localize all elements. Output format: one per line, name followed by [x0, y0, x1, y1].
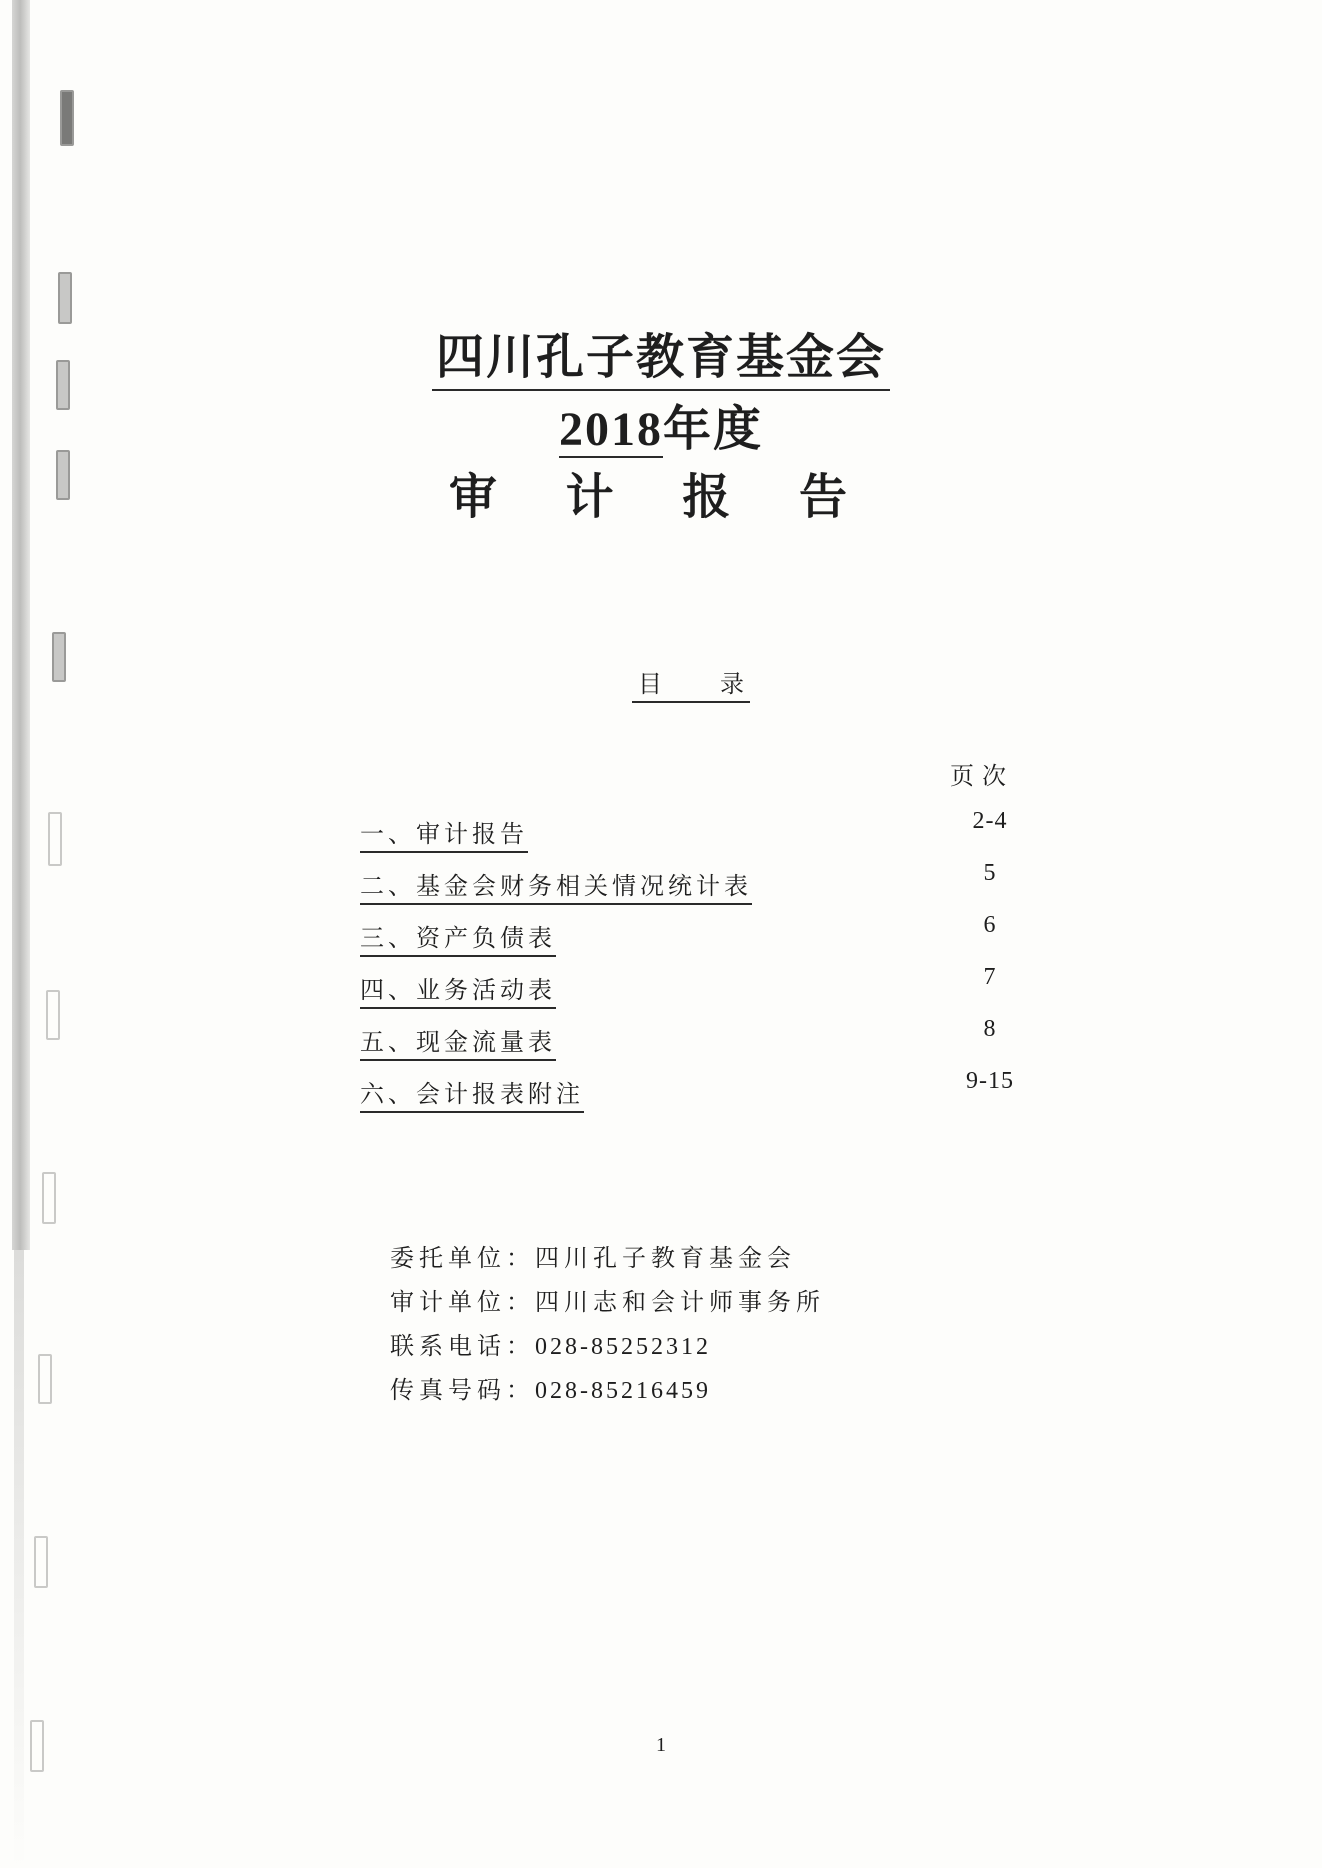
toc-item: [360, 1068, 1020, 1114]
title-report: 审 计 报 告: [448, 469, 874, 525]
info-label: 审计单位：: [390, 1288, 535, 1316]
toc-item-page: 7: [983, 964, 997, 990]
binding-hole: [34, 1536, 48, 1588]
title-org-line: [0, 318, 1322, 391]
info-label: 联系电话：: [390, 1332, 535, 1360]
toc-item-label: 四、业务活动表: [360, 970, 556, 1009]
toc-item: [360, 860, 1020, 906]
toc-item-page: 6: [983, 912, 997, 938]
info-row-auditor: [390, 1280, 825, 1324]
toc-item-label: 三、资产负债表: [360, 918, 556, 957]
binding-hole: [42, 1172, 56, 1224]
info-row-phone: [390, 1324, 825, 1368]
toc-item-page: 5: [983, 860, 997, 886]
title-year: 2018: [558, 403, 663, 456]
toc-item: [360, 964, 1020, 1010]
binding-hole: [48, 812, 62, 866]
page-number: 1: [656, 1734, 666, 1756]
title-year-line: [0, 390, 1322, 461]
contact-info: [390, 1236, 825, 1412]
title-year-suffix: 年度: [662, 401, 763, 457]
binding-edge: [12, 0, 30, 1250]
info-row-client: [390, 1236, 825, 1280]
toc-item-page: 9-15: [966, 1068, 1014, 1094]
toc-item-page: 2-4: [972, 808, 1008, 834]
toc-heading-left: 目: [638, 670, 662, 698]
binding-hole: [52, 632, 66, 682]
toc-item: [360, 1016, 1020, 1062]
toc-item: [360, 912, 1020, 958]
binding-hole: [46, 990, 60, 1040]
binding-hole: [38, 1354, 52, 1404]
info-label: 委托单位：: [390, 1244, 535, 1272]
binding-edge-fade: [14, 1250, 24, 1868]
toc-item-label: 二、基金会财务相关情况统计表: [360, 866, 752, 905]
binding-hole: [58, 272, 72, 324]
toc-item-label: 六、会计报表附注: [360, 1074, 584, 1113]
page-column-header: 页次: [950, 762, 1014, 790]
info-value: 四川志和会计师事务所: [535, 1288, 825, 1316]
info-value: 028-85252312: [535, 1334, 711, 1360]
binding-hole: [60, 90, 74, 146]
toc-item-page: 8: [983, 1016, 997, 1042]
title-org: 四川孔子教育基金会: [432, 318, 890, 391]
toc-heading: [632, 664, 750, 703]
toc-item-label: 一、审计报告: [360, 814, 528, 853]
info-value: 四川孔子教育基金会: [535, 1244, 796, 1272]
toc-heading-right: 录: [720, 670, 744, 698]
toc-item: [360, 808, 1020, 854]
info-value: 028-85216459: [535, 1378, 711, 1404]
info-label: 传真号码：: [390, 1376, 535, 1404]
toc-item-label: 五、现金流量表: [360, 1022, 556, 1061]
title-year-group: [555, 390, 767, 461]
info-row-fax: [390, 1368, 825, 1412]
